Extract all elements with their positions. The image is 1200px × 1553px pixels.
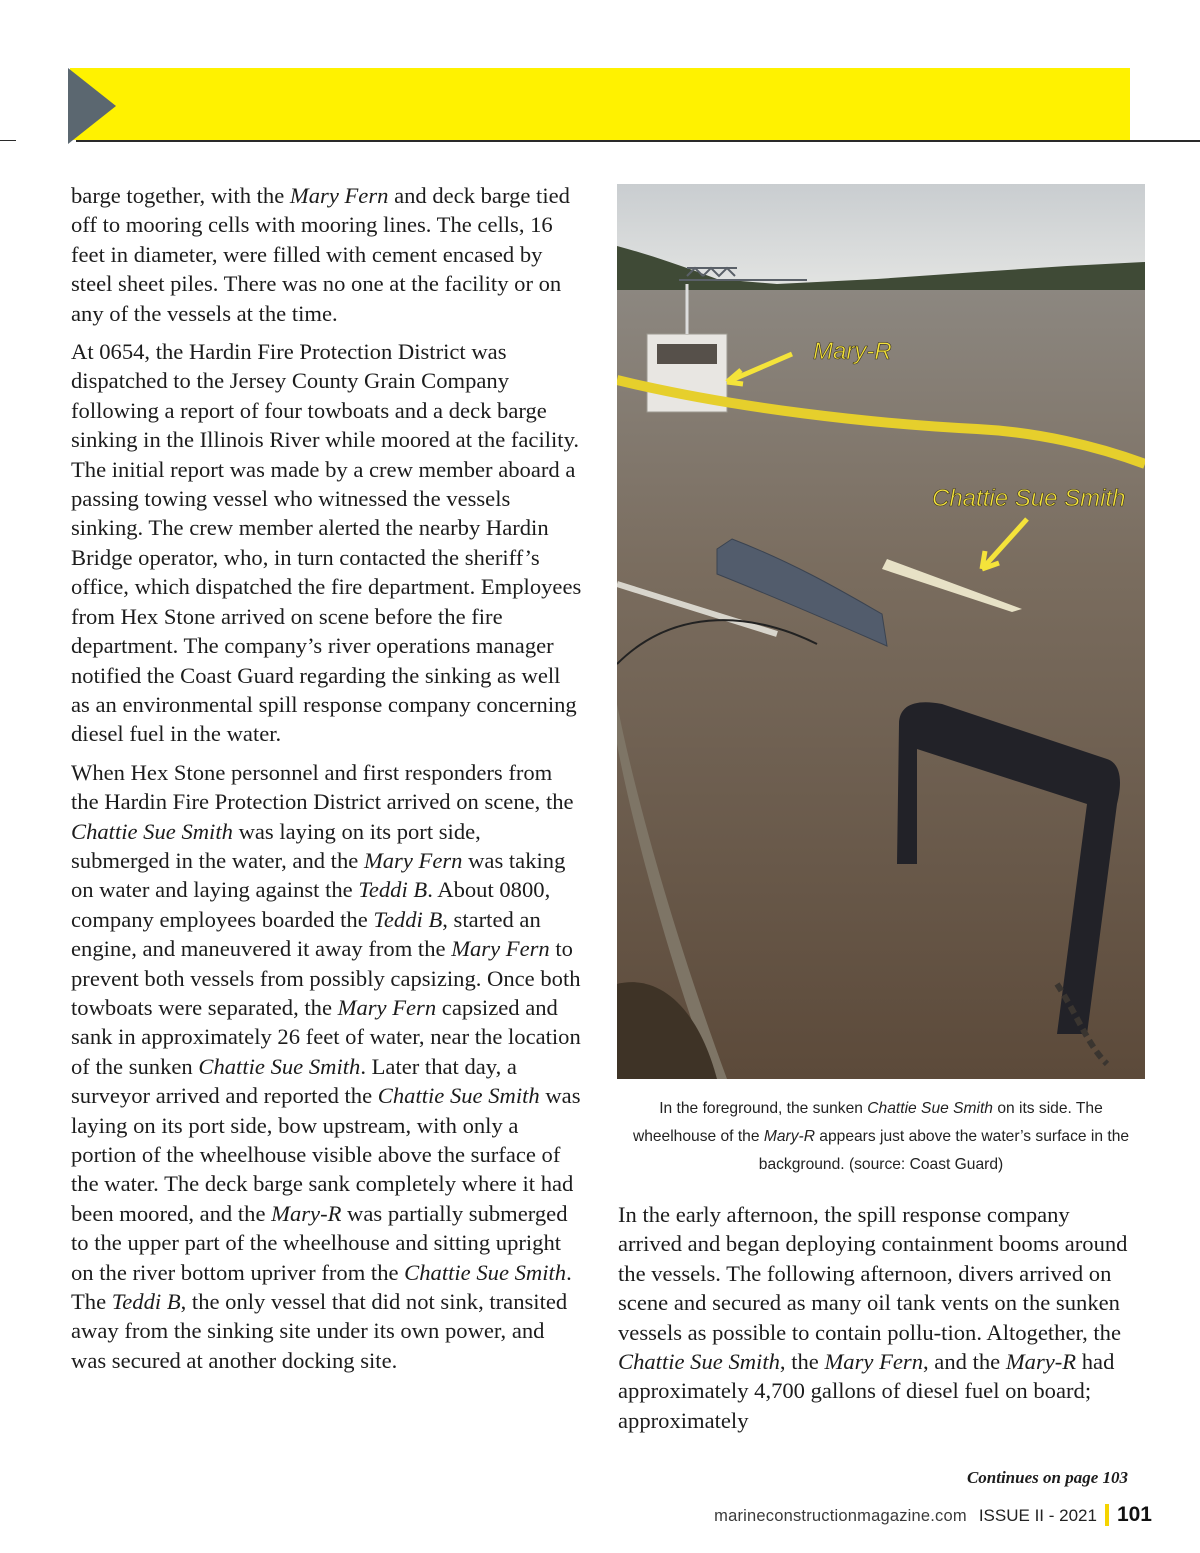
label-chattie-sue-smith: Chattie Sue Smith: [932, 485, 1126, 512]
page-footer: [714, 1503, 1152, 1527]
header-tick: [0, 140, 16, 141]
left-column: [71, 181, 583, 1384]
paragraph-4: In the early afternoon, the spill response company arrived and began deploying containment booms around the vessels. The following afternoon, divers arrived on scene and secured as many oil tank vents on the sunken vessels as possible to contain pollu-tion. Altogether, the Chattie Sue Smith, the Mary Fern, and the Mary-R had approximately 4,700 gallons of diesel fuel on board; approximately: [618, 1202, 1128, 1433]
paragraph-3: When Hex Stone personnel and first responders from the Hardin Fire Protection District arrived on scene, the Chattie Sue Smith was laying on its port side, submerged in the water, and the Mary Fern was taking on water and laying against the Teddi B. About 0800, company employees boarded the Teddi B, started an engine, and maneuvered it away from the Mary Fern to prevent both vessels from possibly capsizing. Once both towboats were separated, the Mary Fern capsized and sank in approximately 26 feet of water, near the location of the sunken Chattie Sue Smith. Later that day, a surveyor arrived and reported the Chattie Sue Smith was laying on its port side, bow upstream, with only a portion of the wheelhouse visible above the surface of the water. The deck barge sank completely where it had been moored, and the Mary-R was partially submerged to the upper part of the wheelhouse and sitting upright on the river bottom upriver from the Chattie Sue Smith. The Teddi B, the only vessel that did not sink, transited away from the sinking site under its own power, and was secured at another docking site.: [71, 759, 581, 1373]
river-photo: [617, 184, 1145, 1079]
header-banner: [70, 68, 1130, 140]
right-column: [618, 1200, 1130, 1435]
label-mary-r: Mary-R: [813, 338, 892, 365]
continues-note: Continues on page 103: [966, 1468, 1128, 1487]
header-arrow-icon: [68, 68, 116, 144]
photo-caption: In the foreground, the sunken Chattie Sue Smith on its side. The wheelhouse of the Mary-R appears just above the water’s surface in the background. (source: Coast Guard): [632, 1100, 1130, 1173]
footer-site: marineconstructionmagazine.com: [714, 1507, 967, 1525]
page-number: 101: [1116, 1503, 1152, 1526]
footer-separator: [1105, 1504, 1109, 1526]
footer-issue: ISSUE II - 2021: [978, 1506, 1097, 1525]
paragraph-1: barge together, with the Mary Fern and deck barge tied off to mooring cells with mooring lines. The cells, 16 feet in diameter, were filled with cement encased by steel sheet piles. There was no one at the facility or on any of the vessels at the time.: [71, 183, 570, 326]
header-rule: [76, 140, 1200, 142]
paragraph-2: At 0654, the Hardin Fire Protection District was dispatched to the Jersey County Grain Company following a report of four towboats and a deck barge sinking in the Illinois River while moored at the facility. The initial report was made by a crew member aboard a passing towing vessel who witnessed the vessels sinking. The crew member alerted the nearby Hardin Bridge operator, who, in turn contacted the sheriff’s office, which dispatched the fire department. Employees from Hex Stone arrived on scene before the fire department. The company’s river operations manager notified the Coast Guard regarding the sinking as well as an environmental spill response company concerning diesel fuel in the water.: [71, 339, 582, 747]
